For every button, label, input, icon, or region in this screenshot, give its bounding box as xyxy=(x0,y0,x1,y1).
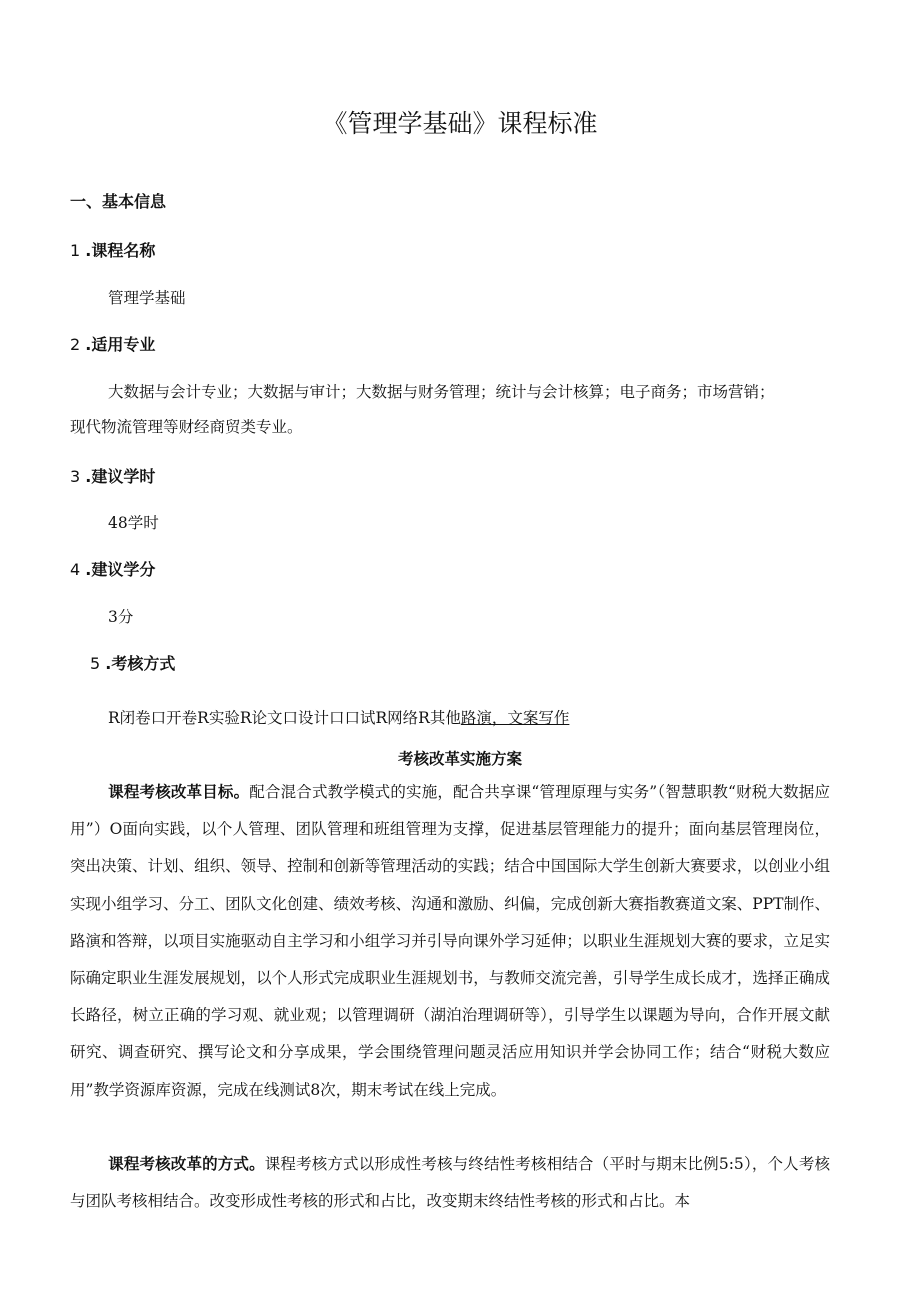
item-heading-assessment-method xyxy=(90,651,175,674)
item-number: 3 xyxy=(70,467,81,486)
suggested-credits-value: 3分 xyxy=(108,608,134,626)
section-heading-basic-info: 一、基本信息 xyxy=(70,192,167,211)
reform-method-text: 课程考核方式以形成性考核与终结性考核相结合（平时与期末比例5:5），个人考核与团队考核相结合。改变形成性考核的形式和占比，改变期末终结性考核的形式和占比。本 xyxy=(70,1155,830,1211)
reform-plan-title: 考核改革实施方案 xyxy=(397,750,522,768)
item-number: 2 xyxy=(70,335,81,354)
item-label: .建议学分 xyxy=(85,560,156,579)
reform-goal-text: 配合混合式教学模式的实施，配合共享课“管理原理与实务”（智慧职教“财税大数据应用”）O面向实践，以个人管理、团队管理和班组管理为支撑，促进基层管理能力的提升；面向基层管理岗位，突出决策、计划、组织、领导、控制和创新等管理活动的实践；结合中国国际大学生创新大赛要求，以创业小组实现小组学习、分工、团队文化创建、绩效考核、沟通和激励、纠偏，完成创新大赛指教赛道文案、PPT制作、路演和答辩，以项目实施驱动自主学习和小组学习并引导向课外学习延伸；以职业生涯规划大赛的要求，立足实际确定职业生涯发展规划，以个人形式完成职业生涯规划书，与教师交流完善，引导学生成长成才，选择正确成长路径，树立正确的学习观、就业观；以管理调研（湖泊治理调研等），引导学生以课题为导向，合作开展文献研究、调查研究、撰写论文和分享成果，学会围绕管理问题灵活应用知识并学会协同工作；结合“财税大数应用”教学资源库资源，完成在线测试8次，期末考试在线上完成。 xyxy=(70,783,830,1099)
assessment-options: R闭卷口开卷R实验R论文口设计口口试R网络R其他 xyxy=(108,709,461,727)
item-label: .课程名称 xyxy=(85,241,156,260)
item-heading-applicable-majors xyxy=(70,332,155,355)
item-label: .适用专业 xyxy=(85,335,156,354)
course-name-value: 管理学基础 xyxy=(108,289,186,307)
item-number: 5 xyxy=(90,654,101,673)
item-heading-suggested-hours xyxy=(70,464,155,487)
applicable-majors-line-1: 大数据与会计专业；大数据与审计；大数据与财务管理；统计与会计核算；电子商务；市场营销； xyxy=(108,383,775,401)
item-heading-suggested-credits xyxy=(70,557,155,580)
item-label: .考核方式 xyxy=(105,654,176,673)
item-number: 4 xyxy=(70,560,81,579)
reform-goal-lead: 课程考核改革目标。 xyxy=(108,783,250,801)
item-number: 1 xyxy=(70,241,81,260)
applicable-majors-line-2: 现代物流管理等财经商贸类专业。 xyxy=(70,418,303,436)
assessment-other-text: 路演，文案写作 xyxy=(460,709,570,727)
reform-goal-paragraph xyxy=(70,774,830,1109)
item-label: .建议学时 xyxy=(85,467,156,486)
item-heading-course-name xyxy=(70,238,155,261)
page-title: 《管理学基础》课程标准 xyxy=(322,109,598,138)
reform-method-lead: 课程考核改革的方式。 xyxy=(108,1155,265,1173)
suggested-hours-value: 48学时 xyxy=(108,514,159,532)
reform-method-paragraph xyxy=(70,1146,830,1220)
assessment-method-value xyxy=(108,706,569,728)
